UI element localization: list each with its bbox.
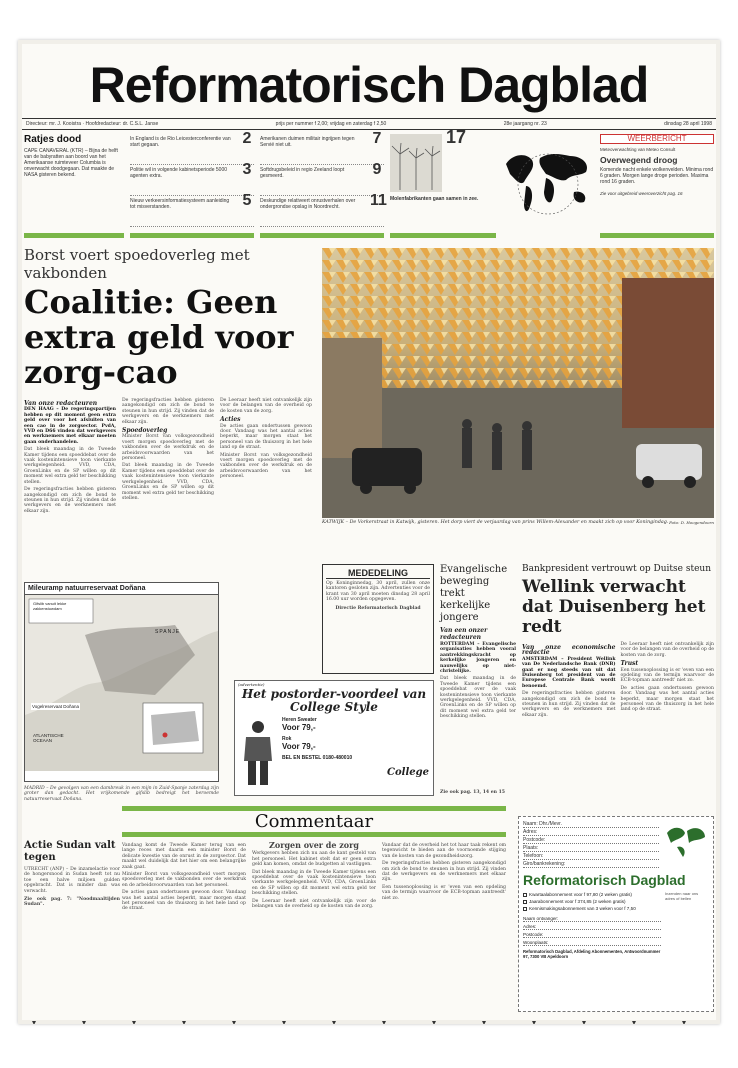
coupon-option[interactable]: Jaarabonnement voor f 374,85 (2 weken gratis): [523, 898, 661, 905]
coupon-logo: Reformatorisch Dagblad: [523, 872, 686, 888]
photo-caption-block: [322, 520, 714, 526]
teaser-index-page: 5: [242, 192, 252, 209]
checkbox[interactable]: [523, 900, 527, 904]
coupon-field[interactable]: Adres:: [523, 829, 659, 836]
newspaper-sheet: [22, 44, 716, 1020]
globe-logo-icon: [663, 821, 709, 861]
wellink-article: [522, 564, 714, 720]
teaser-index-text: Amerikanen duimen militair ingrijpen tegen Servië niet uit.: [260, 136, 355, 148]
teaser-index-1: [130, 130, 254, 238]
dateline-issue: 28e jaargang nr. 23: [503, 121, 547, 127]
teaser-index-page: 2: [242, 130, 252, 147]
coupon-field[interactable]: Giro/bankrekening:: [523, 861, 659, 868]
teaser-index-page: 3: [242, 161, 252, 178]
sudan-body: UTRECHT (ANP) – De inzamelactie voor de hongersnood in Sudan heeft tot nu toe een halve miljoen gulden opgebracht. Dat is minder dan was verwacht.: [24, 867, 120, 894]
main-photo: [322, 248, 714, 518]
weather-subtitle: Meteoverwachting van Meteo Consult: [600, 147, 676, 152]
teaser-ratjes-body: CAPE CANAVERAL (KTR) – Bijna de helft van de babyratten aan boord van het Amerikaanse ruimteveer Columbia is onverwacht doodgegaan. Dat maakte de NASA gisteren bekend.: [24, 148, 118, 178]
evangelische-byline: Van een onzer redacteuren: [440, 627, 488, 641]
lead-intro: DEN HAAG – De regeringspartijen hebben op dit moment geen extra geld over voor het afsluiten van een cao in de zorgsector. PvdA, VVD en D66 vinden dat werkgevers en werknemers met elkaar moeten gaan onderhandelen.: [24, 407, 116, 445]
map-label-ocean: ATLANTISCHE OCEAAN: [33, 733, 64, 743]
teaser-index-item[interactable]: [260, 192, 387, 227]
coupon-field[interactable]: Postcode:: [523, 931, 661, 938]
green-bar: [390, 233, 496, 238]
advert-brand: College: [387, 767, 429, 778]
map-label-area: Vogelreservaat Doñana: [32, 704, 80, 709]
weather-title: WEERBERICHT: [600, 134, 714, 144]
lead-kicker: Borst voert spoedoverleg met vakbonden: [24, 246, 250, 282]
green-bar: [260, 233, 384, 238]
coupon-address: Reformatorisch Dagblad, Afdeling Abonnementen, Antwoordnummer 97, 7300 VB Apeldoorn: [523, 949, 661, 959]
wellink-headline: Wellink verwacht dat Duisenberg het redt: [522, 577, 706, 637]
map-title: Mileuramp natuurreservaat Doñana: [25, 583, 218, 595]
commentaar-section: [122, 806, 506, 914]
evangelische-body: ROTTERDAM – Evangelische organisaties hebben vooral aantrekkingskracht op kerkelijke jongeren en nauwelijks op niet-christelijke.: [440, 642, 516, 675]
commentaar-col-3: Vandaar dat de overheid het tot haar taak rekent om tegenwicht te bieden aan de voornoemde stijging van de kosten van de gezondheidszorg.: [382, 843, 506, 859]
commentaar-col-2: Werkgevers hebben zich nu aan de kant gesteld van het personeel. Het kabinet stelt dat er geen extra geld kan komen, omdat de budgetten al vastliggen.: [252, 851, 376, 868]
wellink-byline: Van onze economische redactie: [522, 644, 616, 657]
coupon-field[interactable]: Naam: Dhr./Mevr.: [523, 821, 659, 828]
wellink-body: AMSTERDAM – President Wellink van De Nederlandsche Bank (DNB) gaat er nog steeds van uit dat Duisenberg tot president van de Europese Centrale Bank wordt benoemd.: [522, 656, 616, 689]
map-box: [24, 582, 219, 782]
advert-phone: BEL EN BESTEL 0180-480010: [282, 755, 353, 761]
lead-body-1: Dat bleek maandag in de Tweede Kamer tijdens een spoeddebat over de vaak kostenintensieve toon vierkante werkgelegenheid. VVD, CDA, GroenLinks en de SP willen op dit moment wel extra geld ter beschikking stellen.: [24, 447, 116, 485]
commentaar-col-1c: De acties gaan ondertussen gewoon door. Vandaag was het aantal acties beperkt, maar morgen staat het personeel van de thuiszorg in het hele land op de straat.: [122, 890, 246, 912]
lead-byline: Van onze redacteuren: [24, 400, 98, 407]
photo-credit: Foto: D. Hoogendoorn: [669, 520, 714, 525]
dateline-editors: Directeur: mr. J. Kooistra · Hoofdredacteur: dr. C.S.L. Janse: [26, 121, 159, 127]
evangelische-body-2: Dat bleek maandag in de Tweede Kamer tijdens een spoeddebat over de vaak kostenintensieve toon vierkante werkgelegenheid. VVD, CDA, GroenLinks en de SP willen op dit moment wel extra geld ter beschikking stellen.: [440, 676, 516, 720]
wellink-body-4: De acties gaan ondertussen gewoon door. Vandaag was het aantal acties beperkt, maar morgen staat het personeel van de thuiszorg in het hele land op de straat.: [620, 685, 714, 713]
sudan-title: Actie Sudan valt tegen: [24, 840, 116, 863]
dateline-price: prijs per nummer f 2,00; vrijdag en zaterdag f 2,50: [275, 121, 387, 127]
teaser-index-text: Softdrugsbeleid in regio Zeeland loopt gesmeerd.: [260, 167, 345, 179]
lead-subhead-2: Acties: [220, 416, 241, 424]
advert-label: (advertentie): [238, 682, 265, 687]
teaser-index-item[interactable]: [260, 161, 384, 196]
map-label-spain: SPANJE: [155, 629, 181, 635]
wellink-body-3: De Leeraar heeft niet ontvankelijk zijn voor de belangen van de overheid op de kosten van de zorg.: [620, 642, 714, 658]
lead-headline: Coalitie: Geen extra geld voor zorg-cao: [24, 283, 294, 391]
model-photo-icon: [238, 717, 278, 787]
street-photo-icon: [322, 248, 714, 518]
coupon-field[interactable]: Adres:: [523, 923, 661, 930]
mededeling-body: Op Koninginnedag, 30 april, zullen onze kantoren gesloten zijn. Advertenties voor de krant van 30 april moeten dinsdag 28 april 16.00 uur worden opgegeven.: [326, 581, 430, 603]
registration-marks-icon: [22, 1021, 716, 1024]
advert-item-1: Heren Sweater: [282, 717, 317, 723]
lead-body-5: De Leeraar heeft niet ontvankelijk zijn voor de belangen van de overheid op de kosten van de zorg.: [220, 398, 312, 414]
teaser-index-text: Nieuw verkeersinformatiesysteem aanleiding tot misverstanden.: [130, 198, 230, 210]
weather-body: Komende nacht enkele wolkenvelden. Minima rond 6 graden. Morgen lange droge perioden. Maxima rond 16 graden.: [600, 167, 714, 185]
lead-article: [24, 246, 316, 516]
commentaar-subtitle: Zorgen over de zorg: [269, 840, 359, 850]
coupon-side: Inzenden naar ons adres of bellen: [665, 891, 699, 901]
lead-body-3b: Minister Borst van volksgezondheid voert morgen spoedoverleg met de vakbonden over de werkdruk en de arbeidsvoorwaarden van het personeel.: [220, 452, 312, 480]
green-bar: [130, 233, 254, 238]
dateline-date: dinsdag 28 april 1998: [664, 121, 712, 127]
green-bar: [600, 233, 714, 238]
teaser-ratjes-title: Ratjes dood: [24, 134, 82, 145]
teaser-index-page: 9: [372, 161, 382, 178]
teaser-index-2: [260, 130, 387, 238]
wellink-body-2: Een tussenoplossing is er 'even van een opdeling van de termijn waarvoor de ECB-topman aantreedt' niet zo.: [620, 667, 714, 684]
masthead-title: Reformatorisch Dagblad: [89, 57, 649, 113]
dateline: [22, 118, 716, 130]
evangelische-ref: Zie ook pag. 13, 14 en 15: [440, 790, 505, 795]
advert-item-2: Rok: [282, 736, 292, 742]
teaser-ratjes[interactable]: [24, 134, 124, 238]
world-map-icon: [500, 134, 596, 230]
weather-box[interactable]: [600, 134, 714, 238]
coupon-option[interactable]: Kennismakingsabonnement van 3 weken voor f 7,50: [523, 905, 661, 912]
commentaar-col-3c: Een tussenoplossing is er 'even van een opdeling van de termijn waarvoor de ECB-topman aantreedt' niet zo.: [382, 884, 506, 901]
commentaar-title: Commentaar: [254, 811, 374, 832]
teaser-world-map: [500, 134, 596, 238]
lead-body-4: De acties gaan ondertussen gewoon door. Vandaag was het aantal acties beperkt, maar morgen staat het personeel van de thuiszorg in het hele land op de straat.: [220, 423, 312, 451]
teaser-index-page: 11: [370, 192, 387, 209]
newspaper-page: [18, 40, 720, 1024]
checkbox[interactable]: [523, 893, 527, 897]
windmill-photo-icon: [390, 134, 442, 192]
teaser-index-item[interactable]: [130, 192, 254, 227]
wellink-body-extra: De regeringsfracties hebben gisteren aangekondigd om zich de bond te steunen in hun strijd. Zij vinden dat de werkgevers en de werknemers met elkaar zijn.: [522, 691, 616, 718]
weather-headline: Overwegend droog: [600, 155, 678, 165]
teaser-index-item[interactable]: [260, 130, 384, 165]
subscription-coupon: [518, 816, 714, 1012]
green-bar: [24, 233, 124, 238]
advert-price-1: Voor 79,-: [282, 723, 316, 732]
teaser-windmill-caption: Molenfabrikanten gaan samen in zee.: [390, 196, 479, 202]
commentaar-col-2c: De Leeraar heeft niet ontvankelijk zijn voor de belangen van de overheid op de kosten van de zorg.: [252, 898, 376, 910]
coupon-field[interactable]: Woonplaats:: [523, 939, 661, 946]
commentaar-col-2b: Dat bleek maandag in de Tweede Kamer tijdens een spoeddebat over de vaak kostenintensieve toon vierkante werkgelegenheid. VVD, CDA, GroenLinks en de SP willen op dit moment wel extra geld ter beschikking stellen.: [252, 869, 376, 897]
teaser-index-page: 7: [372, 130, 382, 147]
map-spain-icon: [25, 595, 218, 771]
commentaar-col-1b: Minister Borst van volksgezondheid voert morgen spoedoverleg met de vakbonden over de werkdruk en de arbeidsvoorwaarden van het personeel.: [122, 872, 246, 888]
lead-subhead-1: Spoedoverleg: [122, 427, 168, 435]
sudan-article: [24, 840, 120, 908]
teaser-index-text: Politie wil in volgende kabinetsperiode 5000 agenten extra.: [130, 167, 228, 179]
advert-box[interactable]: [234, 680, 434, 796]
wellink-kicker: Bankpresident vertrouwt op Duitse steun: [522, 564, 712, 574]
teaser-index-text: In England is de Rio Leicesterconferentie van start gegaan.: [130, 136, 231, 148]
coupon-field[interactable]: Naam ontvanger:: [523, 915, 661, 922]
commentaar-col-3b: De regeringsfracties hebben gisteren aangekondigd om zich de bond te steunen in hun strijd. Zij vinden dat de werkgevers en de werknemers met elkaar zijn.: [382, 861, 506, 883]
coupon-field[interactable]: Postcode:: [523, 837, 659, 844]
teaser-row: [22, 127, 716, 238]
commentaar-col-1: Vandaag komt de Tweede Kamer terug van een lange reces met daarin een minister Borst de delicate kwestie van de onrust in de zorgsector. Dat maakt wel duidelijk dat het hier om een belangrijke zaak gaat.: [122, 843, 246, 870]
sudan-ref: Zie ook pag. 7: "Noodmaaltijden Sudan".: [24, 897, 120, 908]
teaser-windmill-page: 17: [446, 127, 467, 147]
evangelische-headline: Evangelische beweging trekt kerkelijke jongere: [440, 564, 508, 623]
wellink-subhead: Trust: [620, 660, 639, 668]
teaser-index-item[interactable]: [130, 161, 254, 196]
coupon-field[interactable]: Telefoon:: [523, 853, 659, 860]
teaser-index-text: Deskundige relativeert onrustverhalen over ondergrondse opslag in Noordrecht.: [260, 198, 356, 210]
advert-headline: Het postorder-voordeel van College Style: [241, 687, 427, 714]
photo-caption: KATWIJK – De Vorkerstraat in Katwijk, gisteren. Het dorp viert de verjaardag van prins Willem-Alexander en maakt zich op voor Koningindag.: [322, 520, 669, 525]
evangelische-article: [440, 564, 516, 720]
advert-price-2: Voor 79,-: [282, 742, 316, 751]
map-caption: MADRID – De gevolgen van een dambreuk in een mijn in Zuid-Spanje zaterdag zijn groter dan gedacht. Het vrijkomende gifslib bedreigt het beroemde natuurreservaat Doñana.: [24, 786, 219, 802]
teaser-windmill[interactable]: [390, 127, 496, 238]
weather-footer: Zie voor uitgebreid weeroverzicht pag. 16: [600, 191, 683, 196]
teaser-index-item[interactable]: [130, 130, 254, 165]
checkbox[interactable]: [523, 907, 527, 911]
coupon-field[interactable]: Plaats:: [523, 845, 659, 852]
mededeling-box: [322, 564, 434, 674]
map-legend: Gifslib vanuit lekke zakkenstuwdam: [33, 601, 67, 611]
mededeling-sign: Directie Reformatorisch Dagblad: [335, 605, 421, 611]
coupon-option[interactable]: Kwartaalabonnement voor f 97,80 (2 weken gratis): [523, 891, 661, 898]
mededeling-title: MEDEDELING: [326, 568, 430, 579]
lead-body-2b: De regeringsfracties hebben gisteren aangekondigd om zich de bond te steunen in hun strijd. Zij vinden dat de werkgevers en de werknemers met elkaar zijn.: [122, 398, 214, 425]
lead-body: [24, 398, 316, 516]
lead-body-3: Minister Borst van volksgezondheid voert morgen spoedoverleg met de vakbonden over de werkdruk en de arbeidsvoorwaarden van het personeel.: [122, 434, 214, 462]
lead-body-1b: Dat bleek maandag in de Tweede Kamer tijdens een spoeddebat over de vaak kostenintensieve toon vierkante werkgelegenheid. VVD, CDA, GroenLinks en de SP willen op dit moment wel extra geld ter beschikking stellen.: [122, 463, 214, 501]
lead-body-2: De regeringsfracties hebben gisteren aangekondigd om zich de bond te steunen in hun strijd. Zij vinden dat de werkgevers en de werknemers met elkaar zijn.: [24, 487, 116, 514]
page-registration-marks: [22, 1010, 716, 1014]
commentaar-bar: [122, 832, 506, 837]
